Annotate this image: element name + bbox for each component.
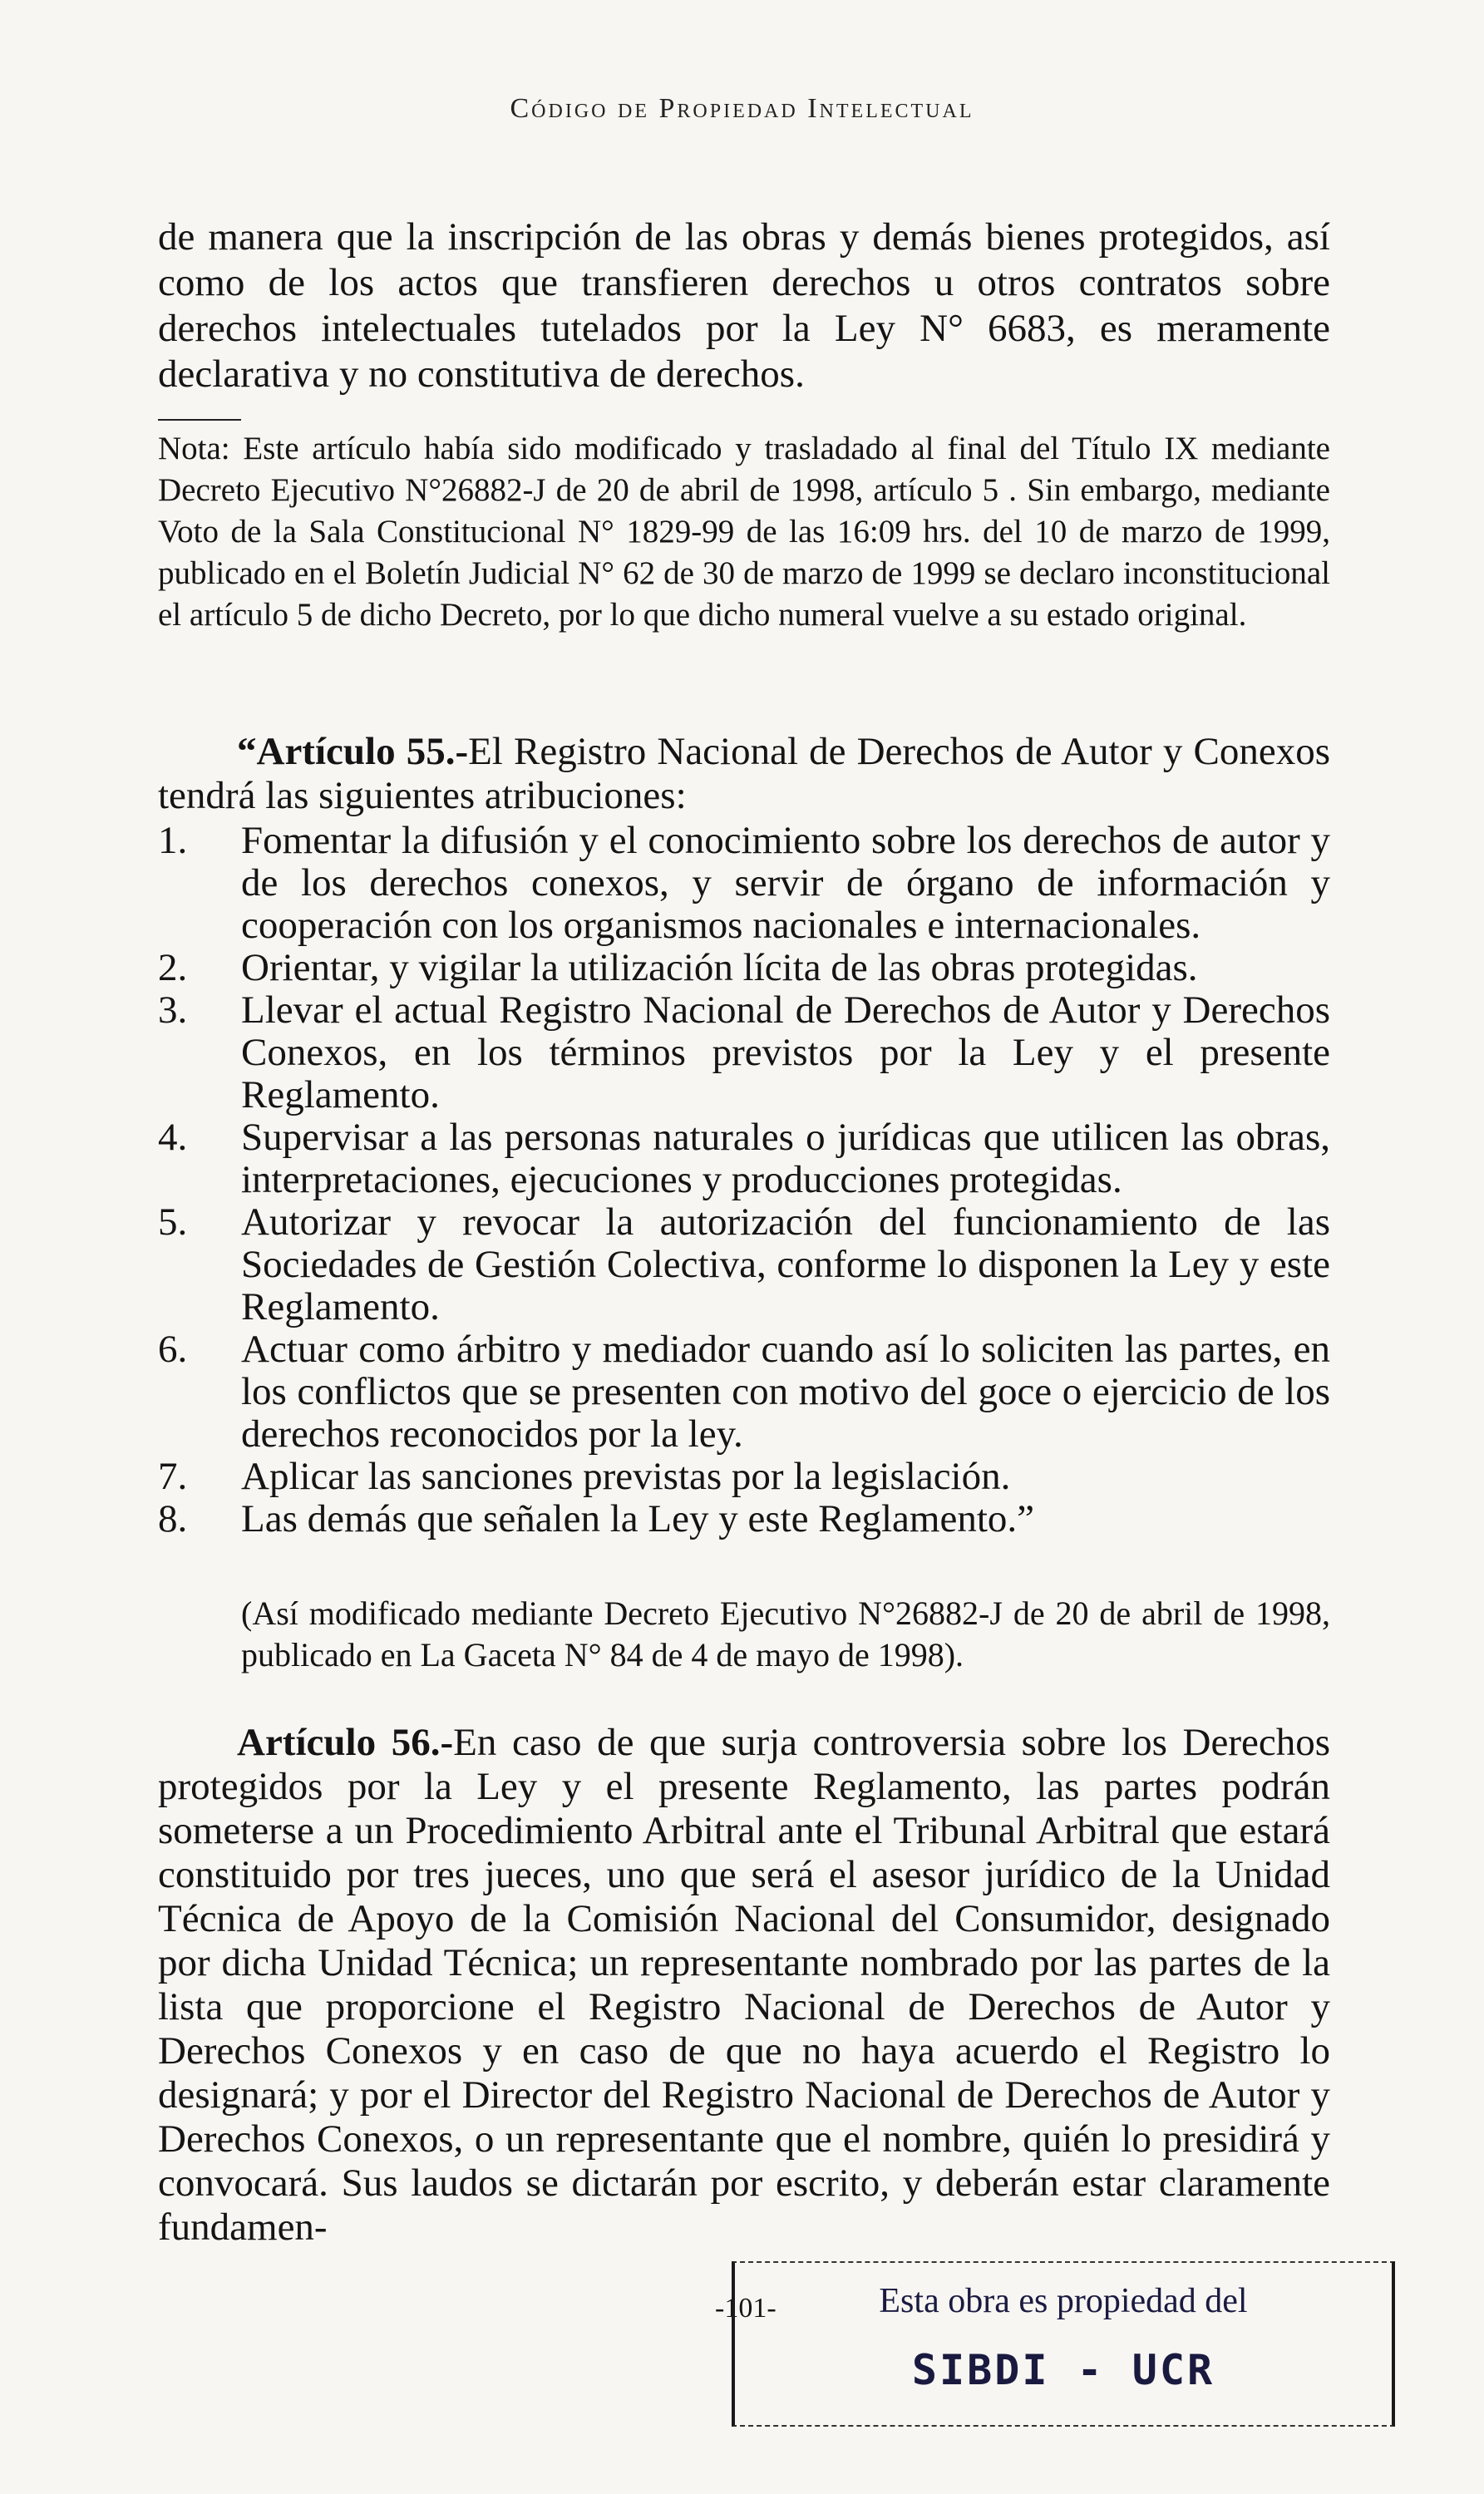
article-55-source-note: (Así modificado mediante Decreto Ejecutivo N°26882-J de 20 de abril de 1998, publicado en La Gaceta N° 84 de 4 de mayo de 1998). bbox=[241, 1594, 1330, 1673]
article-55-list bbox=[158, 820, 1330, 1540]
page-number: -101- bbox=[715, 2293, 777, 2324]
article-55-intro bbox=[158, 730, 1330, 818]
article-55-lead: El Registro Nacional de Derechos de Autor y Conexos tendrá las siguientes atribuciones: bbox=[158, 730, 1330, 817]
list-item: 2. Orientar, y vigilar la utilización lícita de las obras protegidas. bbox=[158, 946, 1198, 989]
article-55-heading: “Artículo 55.- bbox=[237, 730, 469, 773]
list-item: 1. Fomentar la difusión y el conocimiento sobre los derechos de autor y de los derechos conexos, y servir de órgano de información y cooperación con los organismos nacionales e internacionales. bbox=[158, 819, 1330, 947]
article-56-heading: Artículo 56.- bbox=[237, 1721, 454, 1764]
list-item: 6. Actuar como árbitro y mediador cuando así lo soliciten las partes, en los conflictos que se presenten con motivo del goce o ejercicio de los derechos reconocidos por la ley. bbox=[158, 1328, 1330, 1456]
stamp-line-2: SIBDI - UCR bbox=[911, 2346, 1215, 2394]
library-stamp bbox=[732, 2261, 1395, 2427]
running-head: Código de Propiedad Intelectual bbox=[510, 93, 974, 124]
note-divider bbox=[158, 419, 241, 421]
intro-paragraph: de manera que la inscripción de las obras y demás bienes protegidos, así como de los actos que transfieren derechos u otros contratos sobre derechos intelectuales tutelados por la Ley N° 6683, es meramente declarativa y no constitutiva de derechos. bbox=[158, 215, 1330, 396]
list-item: 3. Llevar el actual Registro Nacional de Derechos de Autor y Derechos Conexos, en los términos previstos por la Ley y el presente Reglamento. bbox=[158, 988, 1330, 1116]
list-item: 7. Aplicar las sanciones previstas por la legislación. bbox=[158, 1455, 1011, 1498]
list-item: 8. Las demás que señalen la Ley y este Reglamento.” bbox=[158, 1497, 1034, 1540]
list-item: 4. Supervisar a las personas naturales o jurídicas que utilicen las obras, interpretaciones, ejecuciones y producciones protegidas. bbox=[158, 1116, 1330, 1201]
list-item: 5. Autorizar y revocar la autorización del funcionamiento de las Sociedades de Gestión Colectiva, conforme lo disponen la Ley y este Reglamento. bbox=[158, 1200, 1330, 1328]
article-56-text: En caso de que surja controversia sobre los Derechos protegidos por la Ley y el presente Reglamento, las partes podrán someterse a un Procedimiento Arbitral ante el Tribunal Arbitral que estará constituido por tres jueces, uno que será el asesor jurídico de la Unidad Técnica de Apoyo de la Comisión Nacional del Consumidor, designado por dicha Unidad Técnica; un representante nombrado por las partes de la lista que proporcione el Registro Nacional de Derechos de Autor y Derechos Conexos y en caso de que no haya acuerdo el Registro lo designará; y por el Director del Registro Nacional de Derechos de Autor y Derechos Conexos, o un representante que el nombre, quién lo presidirá y convocará. Sus laudos se dictarán por escrito, y deberán estar claramente fundamen- bbox=[158, 1721, 1330, 2249]
note-paragraph: Nota: Este artículo había sido modificado y trasladado al final del Título IX mediante Decreto Ejecutivo N°26882-J de 20 de abril de 1998, artículo 5 . Sin embargo, mediante Voto de la Sala Constitucional N° 1829-99 de las 16:09 hrs. del 10 de marzo de 1999, publicado en el Boletín Judicial N° 62 de 30 de marzo de 1999 se declaro inconstitucional el artículo 5 de dicho Decreto, por lo que dicho numeral vuelve a su estado original. bbox=[158, 431, 1330, 633]
article-56-paragraph bbox=[158, 1721, 1330, 2250]
stamp-line-1: Esta obra es propiedad del bbox=[879, 2282, 1248, 2320]
